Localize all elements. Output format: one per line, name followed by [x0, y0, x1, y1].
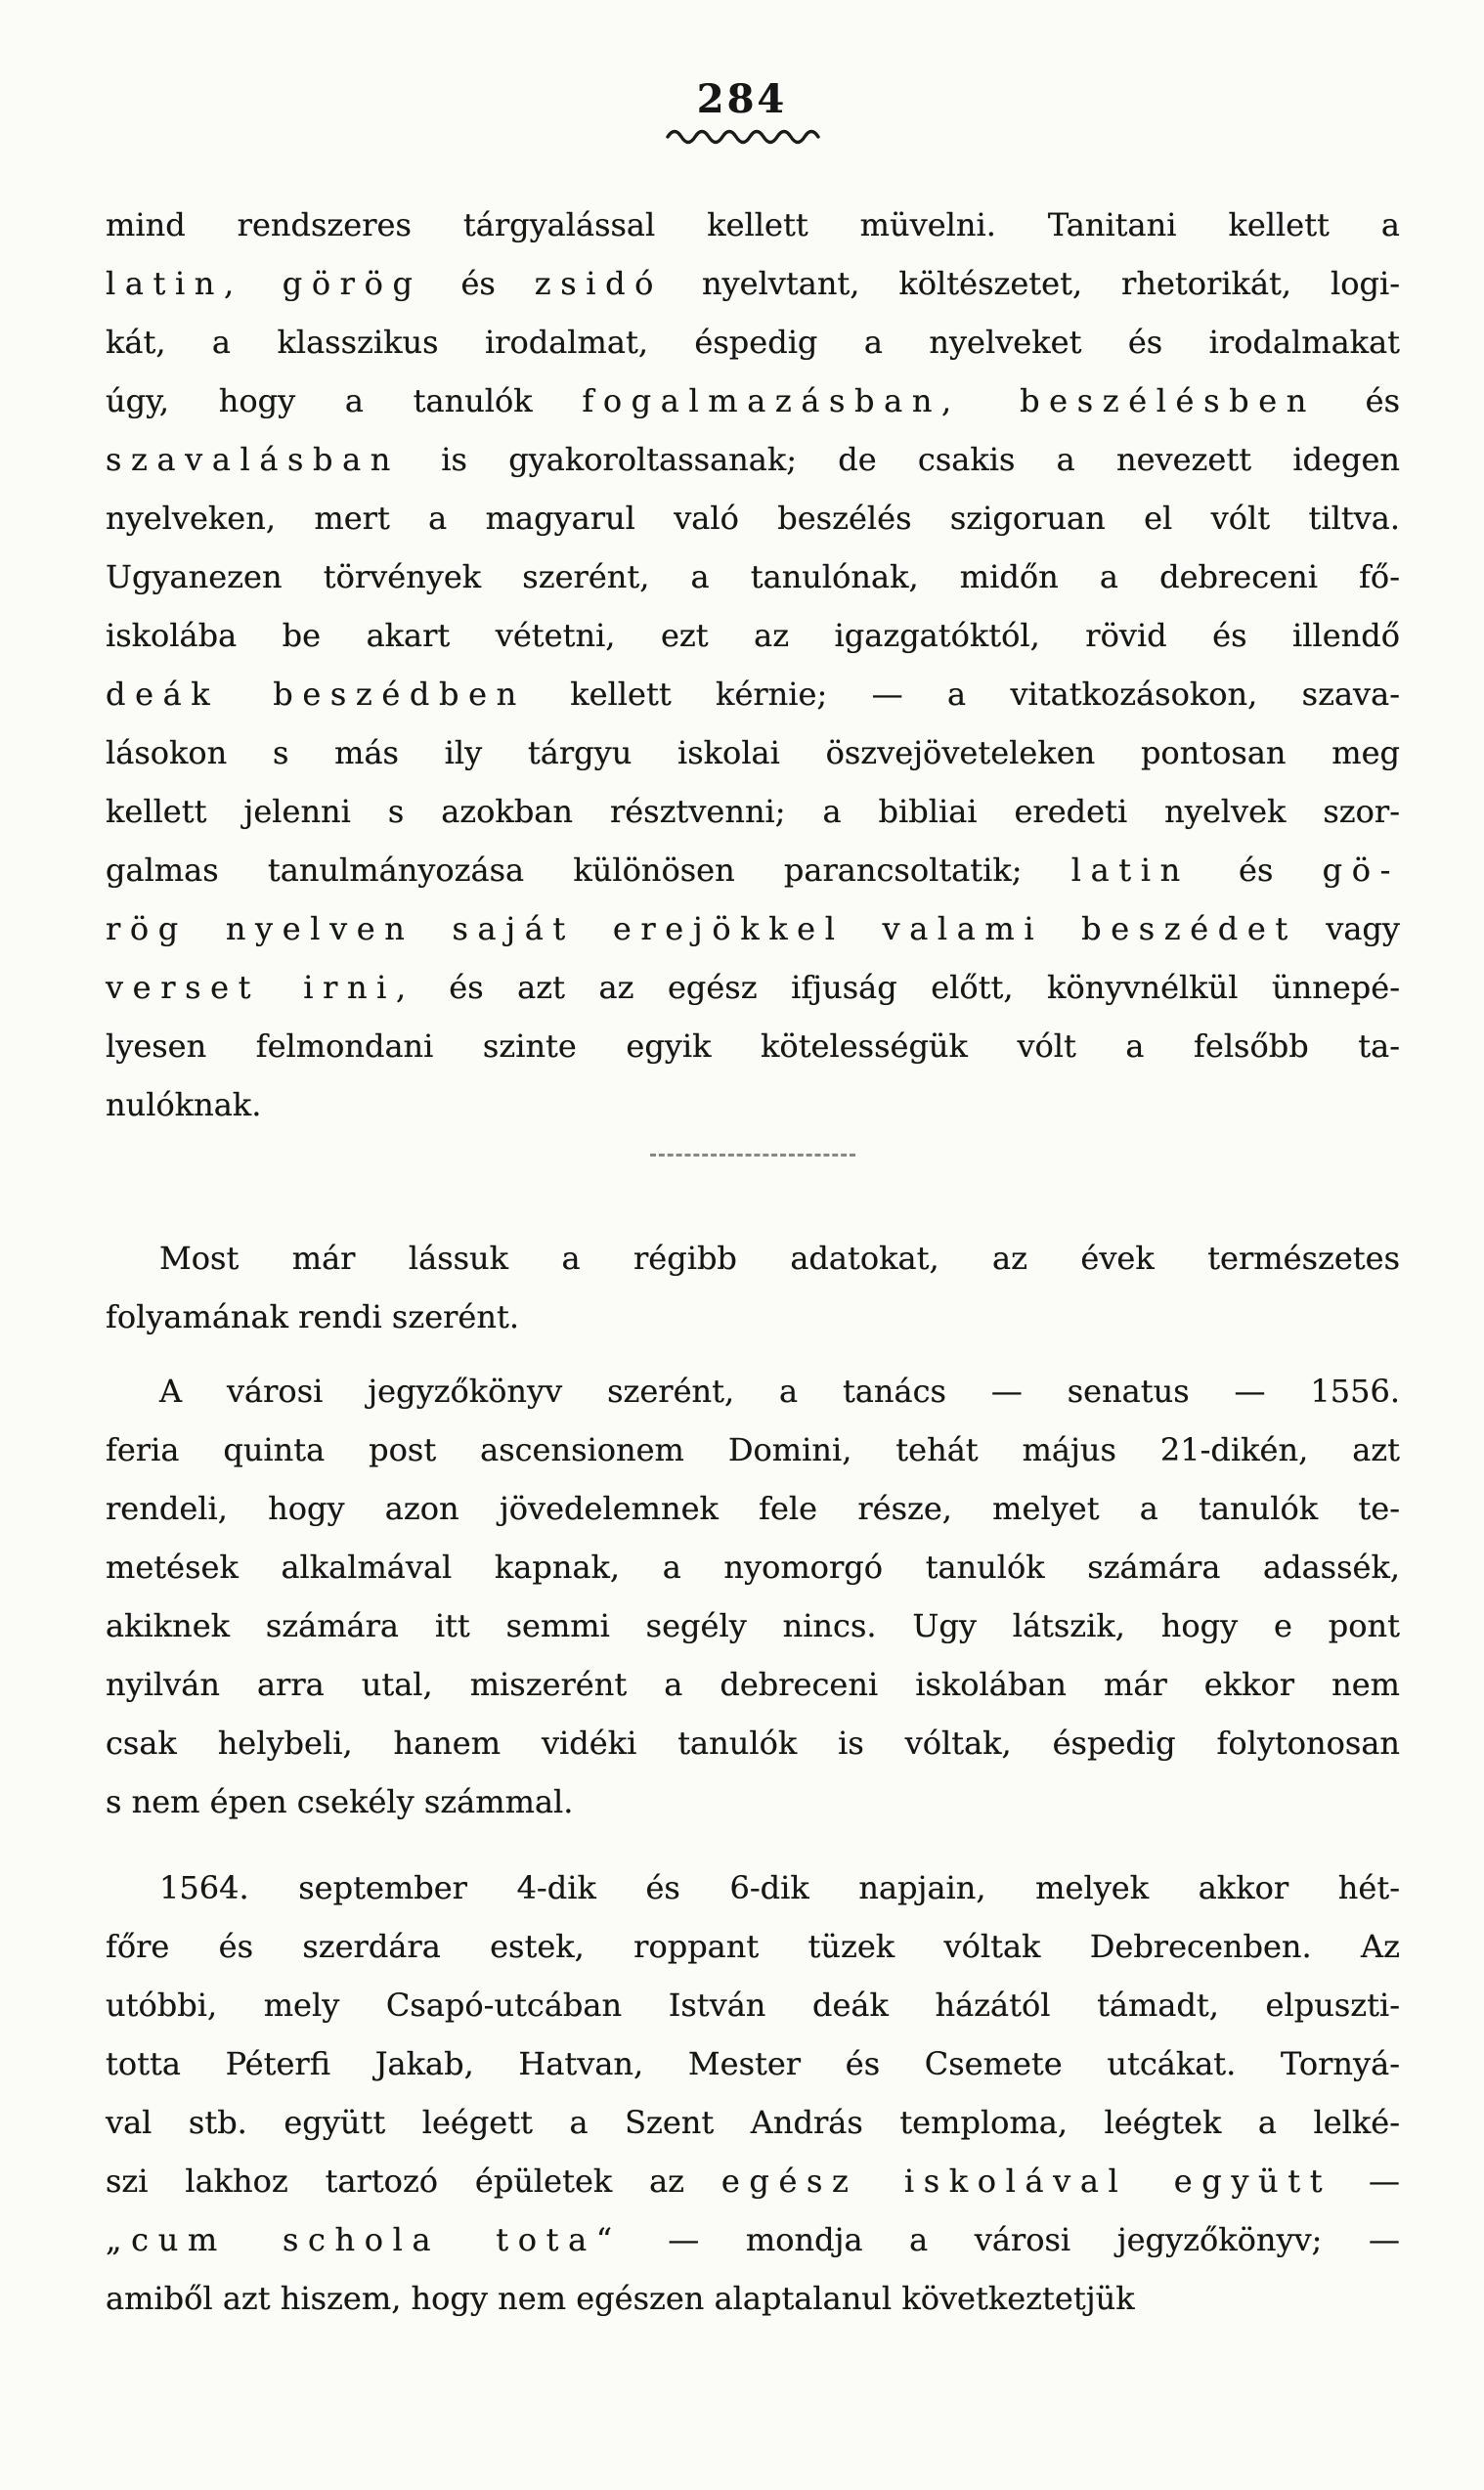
text-line [106, 1772, 1400, 1831]
text-segment: kát, a klasszikus irodalmat, éspedig a nyelveket és irodalmakat [106, 324, 1400, 361]
text-segment: rendeli, hogy azon jövedelemnek fele része, melyet a tanulók te- [106, 1490, 1400, 1527]
text-line [106, 1362, 1400, 1420]
wavy-rule-wrap [0, 123, 1484, 149]
text-line [106, 1479, 1400, 1538]
text-line [106, 1714, 1400, 1772]
text-line [106, 782, 1400, 841]
text-segment: nyelvtant, költészetet, rhetorikát, logi- [663, 265, 1401, 302]
text-segment: csak helybeli, hanem vidéki tanulók is vóltak, éspedig folytonosan [106, 1725, 1400, 1762]
text-segment: Ugyanezen törvények szerént, a tanulónak, midőn a debreceni fő- [106, 558, 1400, 595]
text-line [106, 723, 1400, 782]
text-line [106, 489, 1400, 547]
text-segment: metések alkalmával kapnak, a nyomorgó tanulók számára adassék, [106, 1549, 1400, 1586]
text-line [106, 1655, 1400, 1714]
text-line [106, 841, 1400, 899]
text-segment: Most már lássuk a régibb adatokat, az évek természetes [159, 1240, 1400, 1277]
text-segment: úgy, hogy a tanulók [106, 382, 583, 419]
letterspaced-text-segment: fogalmazásban, beszélésben [582, 382, 1316, 419]
letterspaced-text-segment: „cum schola tota“ [106, 2221, 622, 2258]
letterspaced-text-segment: zsidó [534, 265, 664, 302]
text-segment: vagy [1296, 910, 1400, 947]
paragraph [106, 1858, 1400, 2328]
letterspaced-text-segment: latin [1070, 852, 1190, 889]
letterspaced-text-segment: verset irni, [106, 969, 415, 1006]
text-segment: iskolába be akart vétetni, ezt az igazgatóktól, rövid és illendő [106, 617, 1400, 654]
text-segment: szi lakhoz tartozó épületek az [106, 2162, 721, 2200]
text-segment [243, 265, 283, 302]
text-segment: nyilván arra utal, miszerént a debreceni iskolában már ekkor nem [106, 1666, 1400, 1703]
paragraph [106, 1362, 1400, 1831]
letterspaced-text-segment: szavalásban [106, 441, 401, 478]
letterspaced-text-segment: gö- [1322, 852, 1401, 889]
text-segment: főre és szerdára estek, roppant tüzek vóltak Debrecenben. Az [106, 1928, 1400, 1965]
wavy-rule-icon [664, 123, 820, 147]
letterspaced-text-segment: egész iskolával együtt [720, 2162, 1332, 2200]
text-segment: — mondja a városi jegyzőkönyv; — [621, 2221, 1401, 2258]
text-line [106, 313, 1400, 371]
text-segment: nulóknak. [106, 1086, 262, 1123]
letterspaced-text-segment: rög nyelven saját erejökkel valami beszédet [106, 910, 1297, 947]
letterspaced-text-segment: görög [282, 265, 422, 302]
paragraph [106, 196, 1400, 1134]
text-segment: is gyakoroltassanak; de csakis a nevezett idegen [400, 441, 1400, 478]
text-line [106, 899, 1400, 958]
text-line [106, 430, 1400, 489]
page-header [0, 0, 1484, 149]
text-line [106, 665, 1400, 723]
text-segment: és [1189, 852, 1323, 889]
text-line [106, 254, 1400, 313]
text-segment: A városi jegyzőkönyv szerént, a tanács — senatus — 1556. [159, 1373, 1400, 1410]
letterspaced-text-segment: deák beszédben [106, 676, 526, 713]
text-block [106, 196, 1400, 2328]
text-line [106, 2093, 1400, 2152]
text-segment: lyesen felmondani szinte egyik kötelességük vólt a felsőbb ta- [106, 1027, 1400, 1065]
letterspaced-text-segment: latin, [106, 265, 243, 302]
text-segment: — [1331, 2162, 1401, 2200]
text-segment: lásokon s más ily tárgyu iskolai öszvejöveteleken pontosan meg [106, 734, 1400, 771]
text-line [106, 371, 1400, 430]
text-segment: és [421, 265, 535, 302]
section-divider [650, 1154, 855, 1157]
text-segment: kellett kérnie; — a vitatkozásokon, szava- [525, 676, 1401, 713]
text-segment: amiből azt hiszem, hogy nem egészen alaptalanul következtetjük [106, 2280, 1135, 2317]
text-segment: mind rendszeres tárgyalással kellett müvelni. Tanitani kellett a [106, 206, 1400, 243]
text-line [106, 1017, 1400, 1075]
text-segment: folyamának rendi szerént. [106, 1298, 519, 1335]
text-line [106, 1229, 1400, 1288]
text-line [106, 2210, 1400, 2269]
text-line [106, 1538, 1400, 1596]
text-segment: és [1315, 382, 1400, 419]
text-line [106, 958, 1400, 1017]
text-segment: akiknek számára itt semmi segély nincs. Ugy látszik, hogy e pont [106, 1607, 1400, 1644]
text-segment: totta Péterfi Jakab, Hatvan, Mester és Csemete utcákat. Tornyá- [106, 2045, 1400, 2082]
text-line [106, 1858, 1400, 1917]
text-segment: s nem épen csekély számmal. [106, 1783, 574, 1820]
text-line [106, 606, 1400, 665]
text-line [106, 1596, 1400, 1655]
text-segment: és azt az egész ifjuság előtt, könyvnélkül ünnepé- [415, 969, 1401, 1006]
paragraph [106, 1229, 1400, 1346]
text-segment: 1564. september 4-dik és 6-dik napjain, melyek akkor hét- [159, 1869, 1400, 1906]
text-line [106, 1420, 1400, 1479]
text-line [106, 196, 1400, 254]
text-line [106, 2269, 1400, 2328]
text-segment: nyelveken, mert a magyarul való beszélés szigoruan el vólt tiltva. [106, 500, 1400, 537]
text-line [106, 2152, 1400, 2210]
text-line [106, 1288, 1400, 1346]
text-line [106, 547, 1400, 606]
text-segment: utóbbi, mely Csapó-utcában István deák házától támadt, elpuszti- [106, 1987, 1400, 2024]
page-number: 284 [696, 76, 788, 122]
text-segment: kellett jelenni s azokban résztvenni; a bibliai eredeti nyelvek szor- [106, 793, 1400, 830]
text-segment: galmas tanulmányozása különösen parancsoltatik; [106, 852, 1071, 889]
text-line [106, 2034, 1400, 2093]
text-line [106, 1976, 1400, 2034]
text-line [106, 1075, 1400, 1134]
text-segment: feria quinta post ascensionem Domini, tehát május 21-dikén, azt [106, 1431, 1400, 1468]
text-segment: val stb. együtt leégett a Szent András temploma, leégtek a lelké- [106, 2104, 1400, 2141]
text-line [106, 1917, 1400, 1976]
